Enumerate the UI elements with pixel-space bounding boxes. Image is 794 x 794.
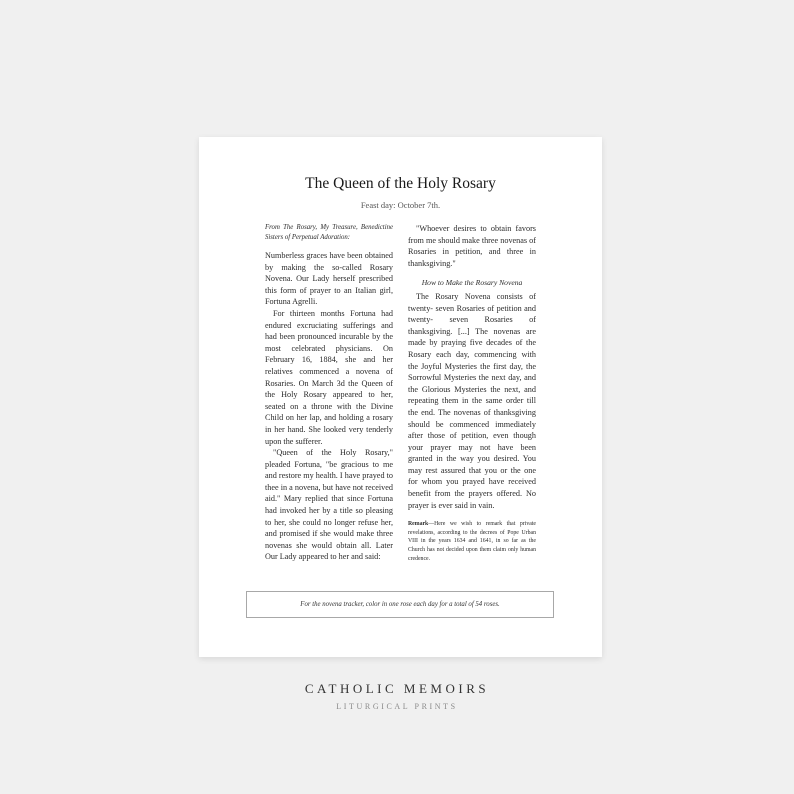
page-title: The Queen of the Holy Rosary — [305, 175, 496, 192]
source-citation: From The Rosary, My Treasure, Benedictine Sisters of Perpetual Adoration: — [265, 224, 393, 241]
paragraph: The Rosary Novena consists of twenty- seven Rosaries of petition and twenty- seven Rosaries of thanksgiving. [...] The novenas are made by praying five decades of the Rosary each day, commencing with the Joyful Mysteries the first day, the Sorrowful Mysteries the next day, and the Glorious Mysteries the next, and repeating them in the same order till the end. The novenas of thanksgiving should be commenced immediately after those of petition, even though your prayer may not have been granted in the way you desired. You may rest assured that you or the one for whom you prayed have received benefit from the prayers offered. No prayer is ever said in vain. — [408, 291, 536, 510]
right-column — [408, 223, 536, 569]
quote-paragraph: "Whoever desires to obtain favors from me should make three novenas of Rosaries in petition, and three in thanksgiving." — [408, 224, 536, 268]
paragraph: "Queen of the Holy Rosary," pleaded Fortuna, "be gracious to me and restore my health. I have prayed to thee in a novena, but have not received aid." Mary replied that since Fortuna had invoked her by a title so pleasing to her, she could no longer refuse her, and promised if she would make three novenas she would obtain all. Later Our Lady appeared to her and said: — [265, 448, 393, 562]
left-column — [265, 223, 393, 563]
paragraph: For thirteen months Fortuna had endured excruciating sufferings and had been pronounced incurable by the most celebrated physicians. On February 16, 1884, she and her relatives commenced a novena of Rosaries. On March 3d the Queen of the Holy Rosary appeared to her, seated on a throne with the Divine Child on her lap, and holding a rosary in her hand. She looked very tenderly upon the sufferer. — [265, 308, 393, 446]
section-heading: How to Make the Rosary Novena — [421, 278, 523, 288]
tracker-note: For the novena tracker, color in one rose each day for a total of 54 roses. — [300, 601, 500, 608]
brand-tagline: LITURGICAL PRINTS — [336, 702, 458, 711]
feast-day-subtitle: Feast day: October 7th. — [360, 200, 441, 210]
remark-label: Remark — [408, 521, 429, 528]
paragraph: Numberless graces have been obtained by making the so-called Rosary Novena. Our Lady herself prescribed this form of prayer to an Italian girl, Fortuna Agrelli. — [265, 251, 393, 307]
printable-sheet — [199, 137, 602, 657]
brand-name: CATHOLIC MEMOIRS — [304, 681, 490, 696]
remark-text: —Here we wish to remark that private revelations, according to the decrees of Pope Urban VIII in the years 1634 and 1641, in so far as the Church has not decided upon them claim only human credence. — [408, 521, 536, 562]
remark-note — [408, 520, 536, 563]
tracker-note-box — [246, 591, 554, 618]
